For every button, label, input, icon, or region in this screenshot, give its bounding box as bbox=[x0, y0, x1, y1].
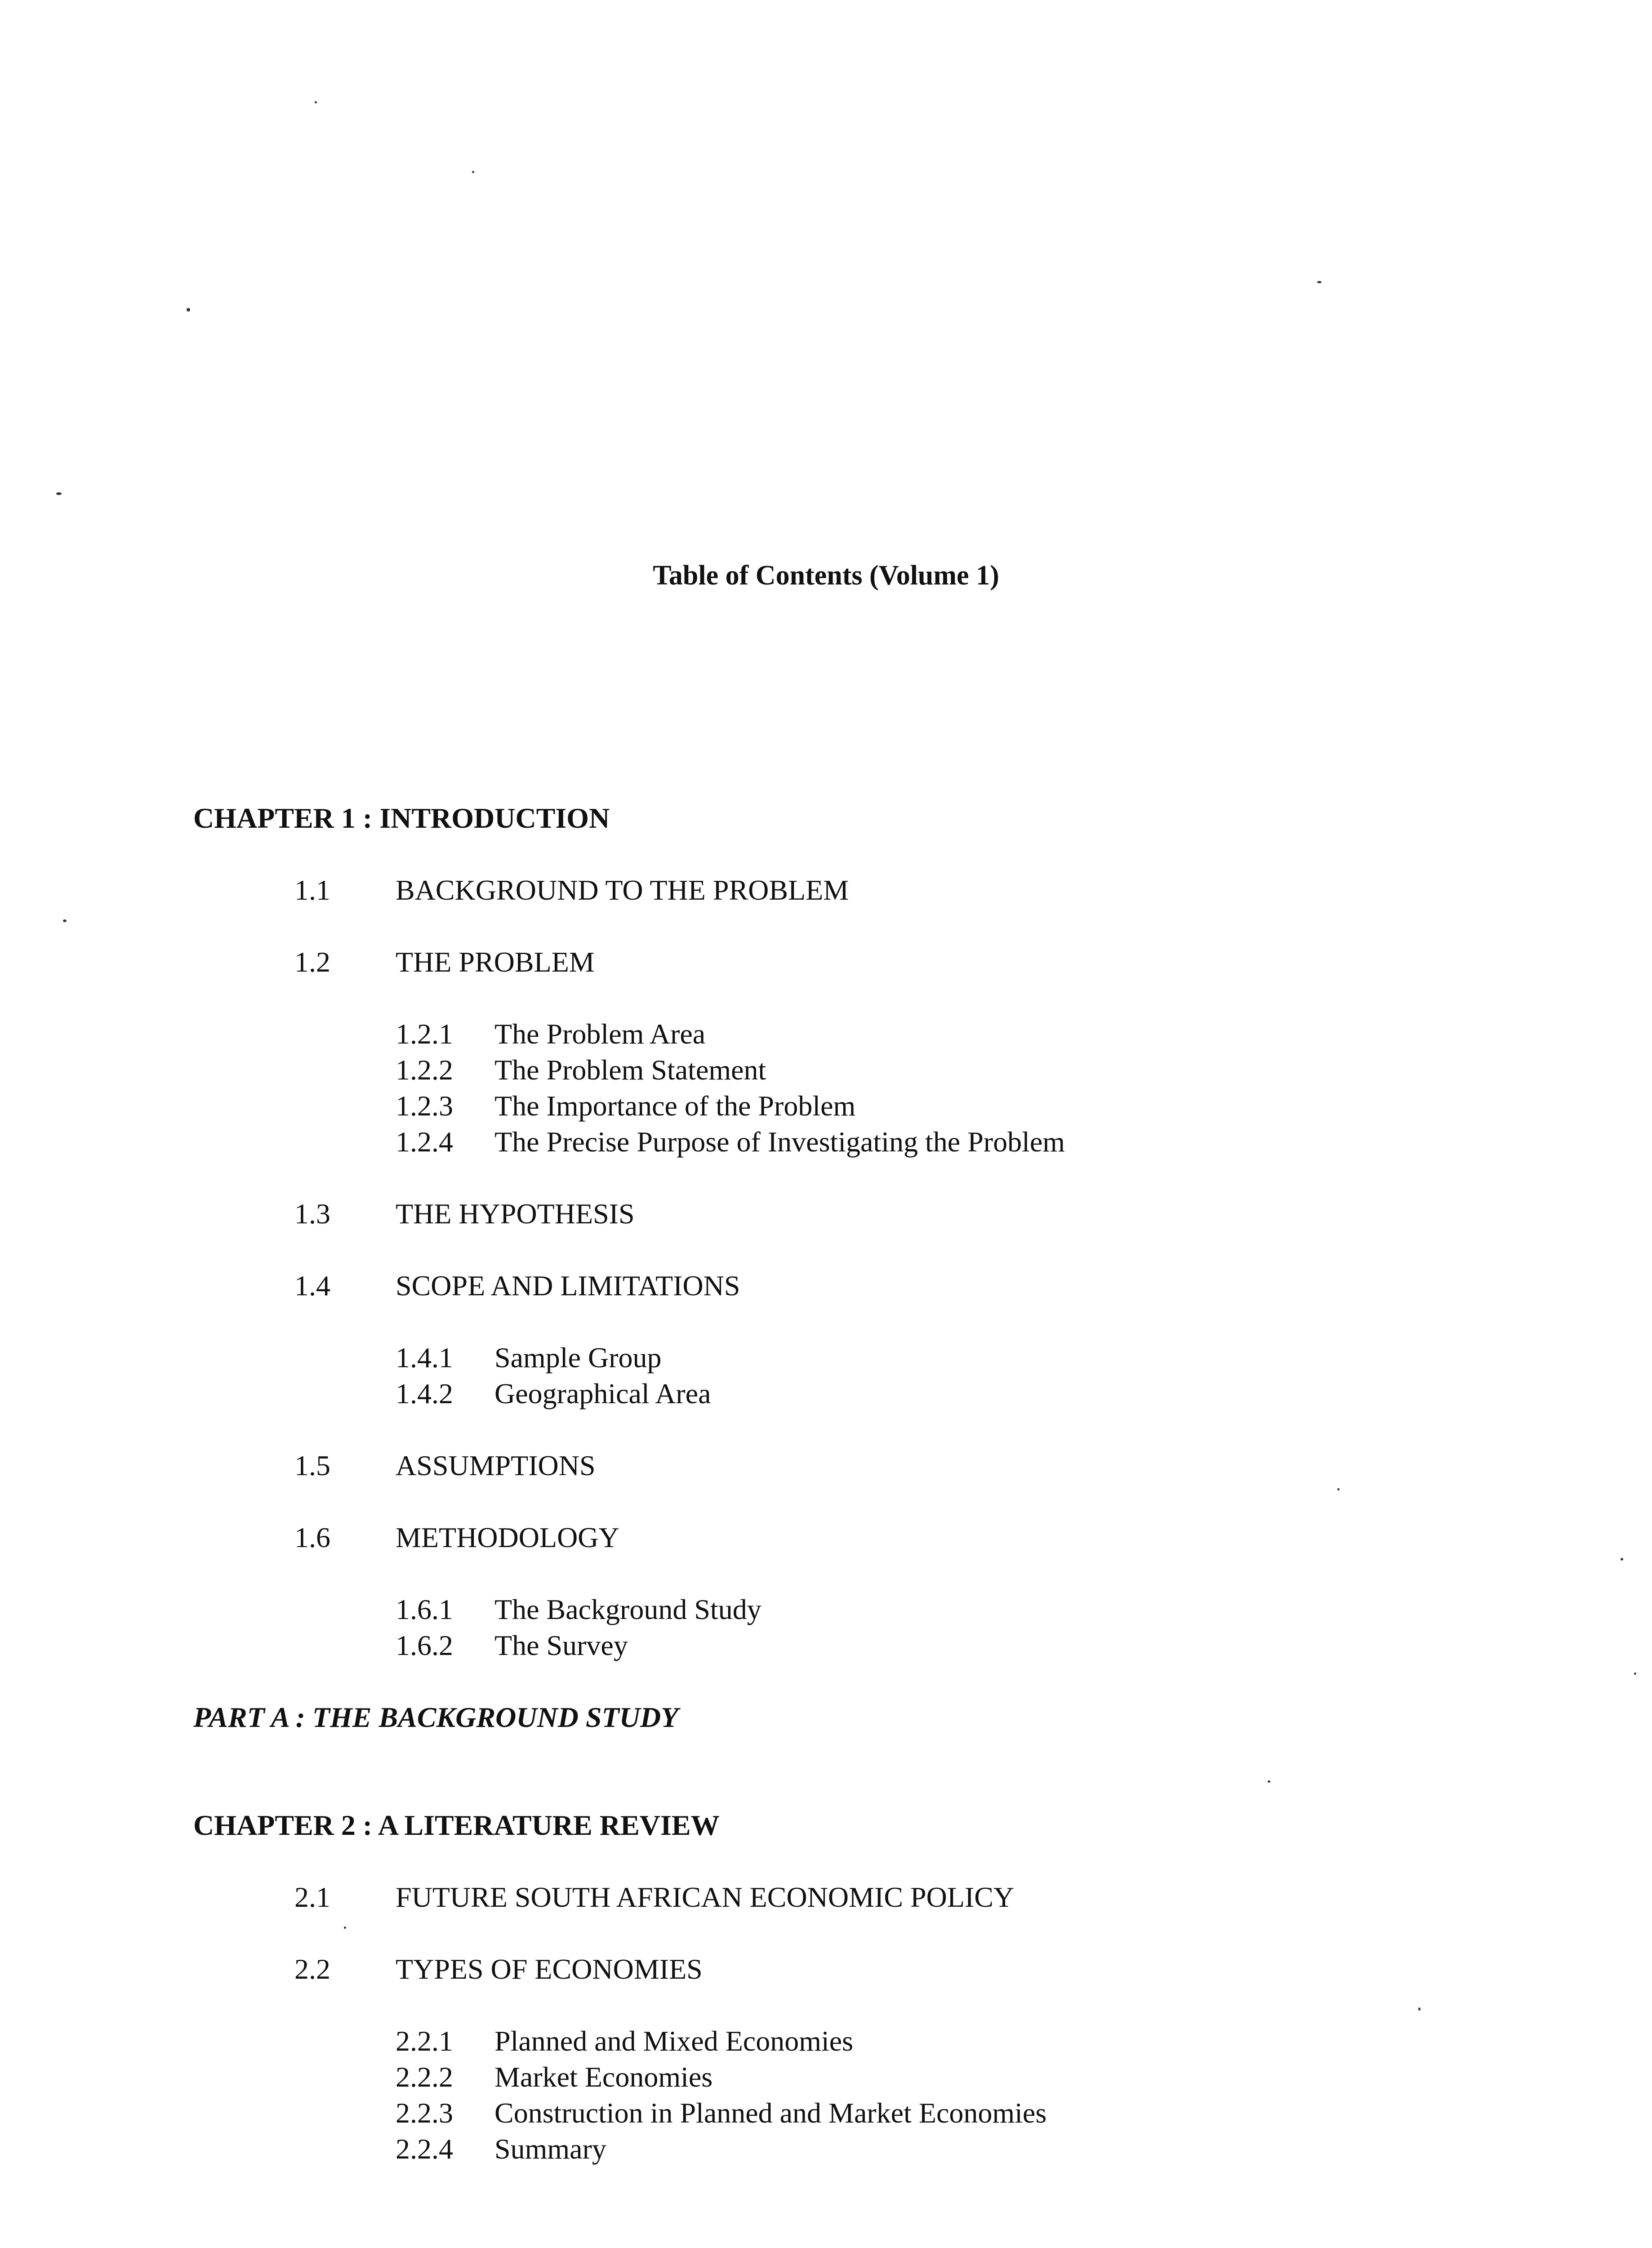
toc-entry-label: The Background Study bbox=[494, 1592, 770, 1628]
toc-entry-number: 1.2.2 bbox=[396, 1054, 453, 1086]
toc-entry-number: 1.6.2 bbox=[396, 1629, 453, 1661]
scan-speck bbox=[63, 919, 67, 922]
toc-entry-number: 2.2.4 bbox=[396, 2133, 453, 2165]
toc-entry-label: The Precise Purpose of Investigating the Problem bbox=[494, 1124, 1073, 1160]
toc-entry-label: Geographical Area bbox=[494, 1376, 719, 1412]
document-title: Table of Contents (Volume 1) bbox=[653, 560, 999, 591]
toc-entry-label: CHAPTER 1 : INTRODUCTION bbox=[193, 800, 618, 836]
toc-entry-label: The Problem Area bbox=[494, 1016, 713, 1052]
toc-entry-number: 1.6.1 bbox=[396, 1593, 453, 1625]
toc-entry-number: 1.4 bbox=[294, 1270, 330, 1302]
scan-speck bbox=[472, 171, 474, 173]
toc-entry-label: Summary bbox=[494, 2131, 614, 2167]
toc-entry-label: SCOPE AND LIMITATIONS bbox=[396, 1268, 748, 1304]
toc-entry-label: The Importance of the Problem bbox=[494, 1088, 864, 1124]
toc-entry-label: BACKGROUND TO THE PROBLEM bbox=[396, 872, 857, 908]
toc-entry-label: Construction in Planned and Market Economies bbox=[494, 2095, 1055, 2131]
scan-speck bbox=[315, 101, 317, 103]
toc-entry-number: 2.2.1 bbox=[396, 2025, 453, 2057]
toc-entry-label: THE PROBLEM bbox=[396, 944, 603, 980]
toc-entry-number: 1.2 bbox=[294, 946, 330, 978]
toc-entry-label: Market Economies bbox=[494, 2059, 721, 2095]
toc-entry-label: METHODOLOGY bbox=[396, 1520, 628, 1556]
scan-speck bbox=[1621, 1558, 1623, 1561]
toc-entry-number: 1.2.4 bbox=[396, 1126, 453, 1158]
toc-entry-label: The Survey bbox=[494, 1628, 636, 1664]
scan-speck bbox=[1418, 2007, 1420, 2011]
toc-entry-label: The Problem Statement bbox=[494, 1052, 774, 1088]
toc-entry-number: 1.4.1 bbox=[396, 1342, 453, 1374]
toc-entry-number: 1.5 bbox=[294, 1450, 330, 1481]
toc-entry-label: Planned and Mixed Economies bbox=[494, 2023, 861, 2059]
toc-entry-number: 1.4.2 bbox=[396, 1378, 453, 1409]
toc-entry-label: THE HYPOTHESIS bbox=[396, 1196, 643, 1232]
toc-entry-number: 2.2.3 bbox=[396, 2097, 453, 2129]
toc-entry-label: TYPES OF ECONOMIES bbox=[396, 1951, 711, 1987]
scan-speck bbox=[344, 1927, 346, 1929]
toc-entry-label: FUTURE SOUTH AFRICAN ECONOMIC POLICY bbox=[396, 1879, 1022, 1915]
scan-speck bbox=[1317, 281, 1322, 283]
toc-entry-number: 2.2.2 bbox=[396, 2061, 453, 2093]
toc-entry-label: CHAPTER 2 : A LITERATURE REVIEW bbox=[193, 1807, 728, 1843]
toc-entry-number: 1.1 bbox=[294, 874, 330, 906]
toc-entry-number: 2.2 bbox=[294, 1953, 330, 1985]
toc-entry-label: Sample Group bbox=[494, 1340, 670, 1376]
toc-entry-number: 1.6 bbox=[294, 1521, 330, 1553]
toc-entry-label: PART A : THE BACKGROUND STUDY bbox=[193, 1699, 686, 1735]
toc-entry-number: 1.3 bbox=[294, 1198, 330, 1230]
scan-speck bbox=[1337, 1488, 1340, 1490]
toc-entry-number: 1.2.3 bbox=[396, 1090, 453, 1122]
scan-speck bbox=[1268, 1780, 1270, 1783]
scan-speck bbox=[187, 308, 190, 312]
scan-speck bbox=[56, 492, 62, 495]
scan-speck bbox=[1634, 1673, 1636, 1675]
toc-entry-label: ASSUMPTIONS bbox=[396, 1448, 604, 1484]
toc-entry-number: 1.2.1 bbox=[396, 1018, 453, 1050]
toc-entry-number: 2.1 bbox=[294, 1881, 330, 1913]
